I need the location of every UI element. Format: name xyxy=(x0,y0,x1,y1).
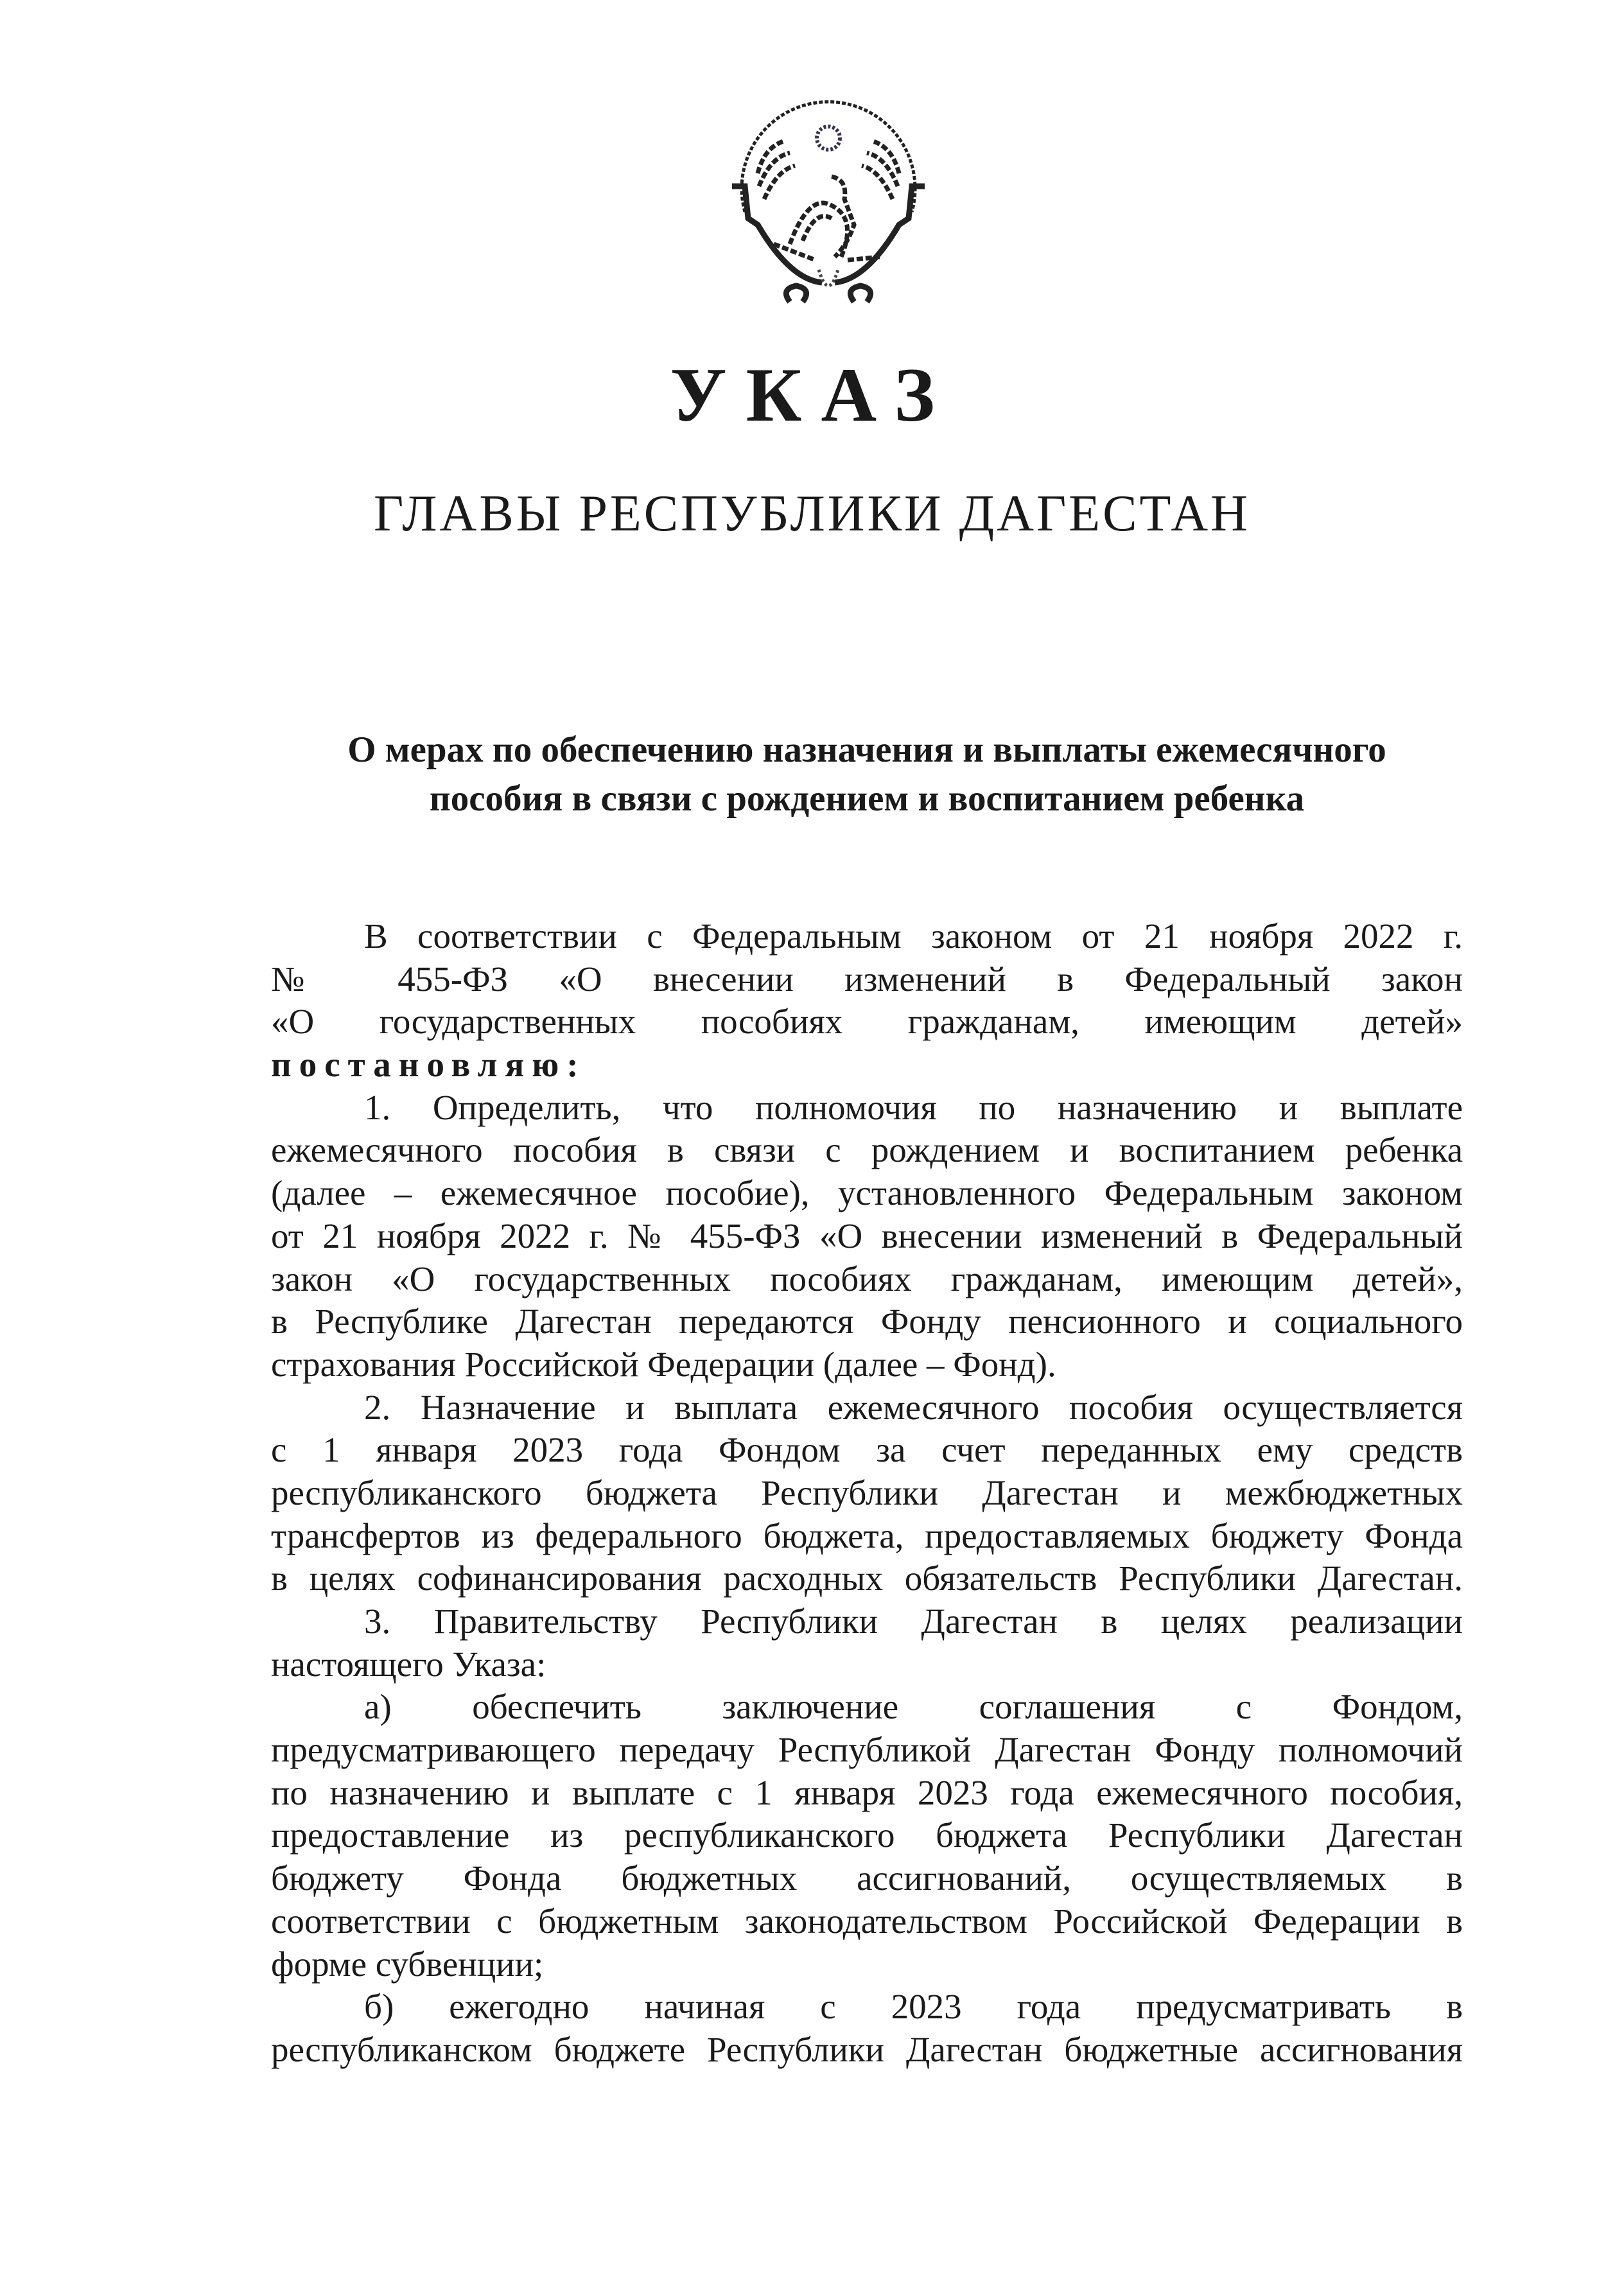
document-title: УКАЗ xyxy=(670,352,954,437)
body-line: предоставление из республиканского бюджета Республики Дагестан xyxy=(271,1815,1463,1855)
body-line: предусматривающего передачу Республикой Дагестан Фонду полномочий xyxy=(271,1730,1463,1770)
body-line: соответствии с бюджетным законодательством Российской Федерации в xyxy=(271,1901,1463,1941)
body-line: республиканском бюджете Республики Дагестан бюджетные ассигнования xyxy=(271,2029,1463,2069)
resolution-keyword: постановляю: xyxy=(271,1045,586,1085)
document-body xyxy=(271,915,1463,2072)
body-line: от 21 ноября 2022 г. № 455-ФЗ «О внесении изменений в Федеральный xyxy=(271,1216,1463,1255)
body-line: республиканского бюджета Республики Дагестан и межбюджетных xyxy=(271,1472,1463,1512)
body-line: с 1 января 2023 года Фондом за счет переданных ему средств xyxy=(271,1430,1463,1470)
body-line: (далее – ежемесячное пособие), установленного Федеральным законом xyxy=(271,1173,1463,1213)
body-line: бюджету Фонда бюджетных ассигнований, осуществляемых в xyxy=(271,1858,1463,1898)
body-line: страхования Российской Федерации (далее – Фонд). xyxy=(271,1344,1056,1384)
body-line: ежемесячного пособия в связи с рождением и воспитанием ребенка xyxy=(271,1130,1463,1170)
body-line: 1. Определить, что полномочия по назначению и выплате xyxy=(364,1087,1463,1127)
coat-of-arms-icon xyxy=(719,96,938,321)
body-line: по назначению и выплате с 1 января 2023 года ежемесячного пособия, xyxy=(271,1772,1463,1812)
document-heading xyxy=(257,726,1477,823)
body-line: б) ежегодно начиная с 2023 года предусматривать в xyxy=(364,1987,1463,2027)
body-line: трансфертов из федерального бюджета, предоставляемых бюджету Фонда xyxy=(271,1516,1463,1555)
heading-line: О мерах по обеспечению назначения и выплаты ежемесячного xyxy=(347,730,1386,770)
body-line: настоящего Указа: xyxy=(271,1644,546,1684)
body-line: 3. Правительству Республики Дагестан в целях реализации xyxy=(364,1602,1463,1641)
body-line: 2. Назначение и выплата ежемесячного пособия осуществляется xyxy=(364,1387,1463,1427)
body-line: а) обеспечить заключение соглашения с Фондом, xyxy=(364,1687,1463,1727)
heading-line: пособия в связи с рождением и воспитанием ребенка xyxy=(429,778,1305,819)
body-line: закон «О государственных пособиях гражданам, имеющим детей», xyxy=(271,1259,1463,1298)
body-line: В соответствии с Федеральным законом от 21 ноября 2022 г. xyxy=(364,916,1463,956)
body-line: № 455-ФЗ «О внесении изменений в Федеральный закон xyxy=(271,959,1463,999)
body-line: «О государственных пособиях гражданам, имеющим детей» xyxy=(271,1002,1463,1042)
body-line: в Республике Дагестан передаются Фонду пенсионного и социального xyxy=(271,1302,1463,1341)
document-subtitle: ГЛАВЫ РЕСПУБЛИКИ ДАГЕСТАН xyxy=(374,485,1250,542)
body-line: в целях софинансирования расходных обязательств Республики Дагестан. xyxy=(271,1559,1463,1598)
body-line: форме субвенции; xyxy=(271,1944,544,1984)
